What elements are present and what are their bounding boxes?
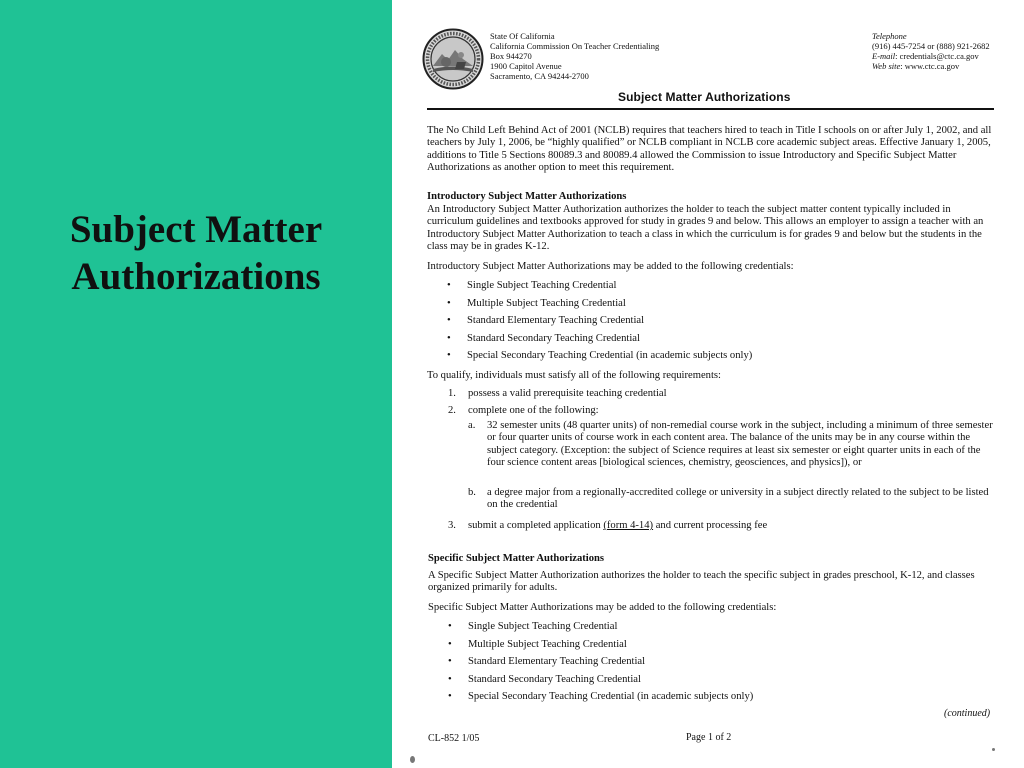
email-value: credentials@ctc.ca.gov <box>899 51 979 61</box>
list-item: • Standard Secondary Teaching Credential <box>447 332 752 350</box>
agency-line: State Of California <box>490 31 555 41</box>
requirement-text: a degree major from a regionally-accredited college or university in a subject directly related to the subject to be listed on the credential <box>487 487 989 511</box>
intro-paragraph: The No Child Left Behind Act of 2001 (NCLB) requires that teachers hired to teach in Title I schools on or after July 1, 2002, and all teachers by July 1, 2006, be “highly qualified” or NCLB compliant in NCLB core academic subject areas. Effective January 1, 2005, additions to Title 5 Sections 80089.3 and 80089.4 allowed the Commission to issue Introductory and Specific Subject Matter Authorizations as another option to meet this requirement. <box>427 125 992 174</box>
list-item: • Single Subject Teaching Credential <box>447 279 752 297</box>
scan-speck <box>410 756 415 763</box>
form-4-14-link[interactable]: (form 4-14) <box>603 520 654 531</box>
telephone-label: Telephone <box>872 31 907 41</box>
list-item: • Standard Secondary Teaching Credential <box>448 673 753 691</box>
agency-line: California Commission On Teacher Credentialing <box>490 41 660 51</box>
qualify-lead: To qualify, individuals must satisfy all of the following requirements: <box>427 370 721 381</box>
requirement-number: 3. <box>448 520 456 531</box>
requirement-number: 2. <box>448 405 456 416</box>
scan-speck <box>992 748 995 751</box>
california-state-seal-icon <box>422 28 484 90</box>
list-item: • Single Subject Teaching Credential <box>448 620 753 638</box>
document-heading: Subject Matter Authorizations <box>618 90 791 104</box>
title-panel <box>0 0 392 768</box>
heading-divider <box>427 108 994 110</box>
contact-info <box>872 31 990 71</box>
scanned-document <box>392 0 1024 768</box>
list-item: • Special Secondary Teaching Credential (in academic subjects only) <box>448 690 753 708</box>
agency-line: 1900 Capitol Avenue <box>490 61 562 71</box>
requirement-text: 32 semester units (48 quarter units) of non-remedial course work in the subject, including a minimum of three semester or four quarter units of course work in each content area. The balance of the units may be in any course within the subject category. (Exception: the subject of Science requires at least six semester or eight quarter units in each of the four science content areas [biological sciences, chemistry, geosciences, and physics]), or <box>487 420 993 469</box>
requirement-text-post: and current processing fee <box>653 520 768 531</box>
specific-heading: Specific Subject Matter Authorizations <box>428 553 605 564</box>
list-item: • Standard Elementary Teaching Credential <box>448 655 753 673</box>
introductory-heading: Introductory Subject Matter Authorizations <box>427 191 627 202</box>
continued-note: (continued) <box>944 708 991 719</box>
specific-credentials-list <box>448 620 753 708</box>
website-label: Web site <box>872 61 901 71</box>
introductory-body: An Introductory Subject Matter Authorization authorizes the holder to teach the subject matter content typically included in curriculum guidelines and textbooks approved for study in grades 9 and below. This allows an employer to assign a teacher with an Introductory Subject Matter Authorization to teach a class in which the curriculum is for grades 9 and below but the students in the class may be in grades K-12. <box>427 204 984 253</box>
requirement-text: possess a valid prerequisite teaching credential <box>468 388 667 399</box>
page-number: Page 1 of 2 <box>686 732 732 743</box>
list-item: • Multiple Subject Teaching Credential <box>448 638 753 656</box>
requirement-letter: a. <box>468 420 476 431</box>
agency-line: Box 944270 <box>490 51 532 61</box>
list-item: • Standard Elementary Teaching Credential <box>447 314 752 332</box>
requirement-text-pre: submit a completed application <box>468 520 604 531</box>
requirement-text: complete one of the following: <box>468 405 599 416</box>
email-label: E-mail <box>872 51 896 61</box>
requirement-letter: b. <box>468 487 476 498</box>
slide-title-line2: Authorizations <box>71 255 321 298</box>
slide-title <box>0 206 392 300</box>
requirement-number: 1. <box>448 388 456 399</box>
specific-credentials-lead: Specific Subject Matter Authorizations may be added to the following credentials: <box>428 602 777 613</box>
website-row: Web site: www.ctc.ca.gov <box>872 61 960 71</box>
agency-line: Sacramento, CA 94244-2700 <box>490 71 589 81</box>
form-code: CL-852 1/05 <box>428 733 480 744</box>
specific-body: A Specific Subject Matter Authorization authorizes the holder to teach the specific subject in grades preschool, K-12, and classes organized primarily for adults. <box>428 570 975 594</box>
list-item: • Special Secondary Teaching Credential (in academic subjects only) <box>447 349 752 367</box>
website-value: www.ctc.ca.gov <box>904 61 960 71</box>
email-row: E-mail: credentials@ctc.ca.gov <box>872 51 979 61</box>
list-item: • Multiple Subject Teaching Credential <box>447 297 752 315</box>
agency-address <box>490 31 659 81</box>
requirement-text <box>468 520 767 532</box>
introductory-credentials-lead: Introductory Subject Matter Authorizations may be added to the following credentials: <box>427 261 794 272</box>
telephone-value: (916) 445-7254 or (888) 921-2682 <box>872 41 990 51</box>
introductory-credentials-list <box>447 279 752 367</box>
slide-title-line1: Subject Matter <box>69 208 323 251</box>
